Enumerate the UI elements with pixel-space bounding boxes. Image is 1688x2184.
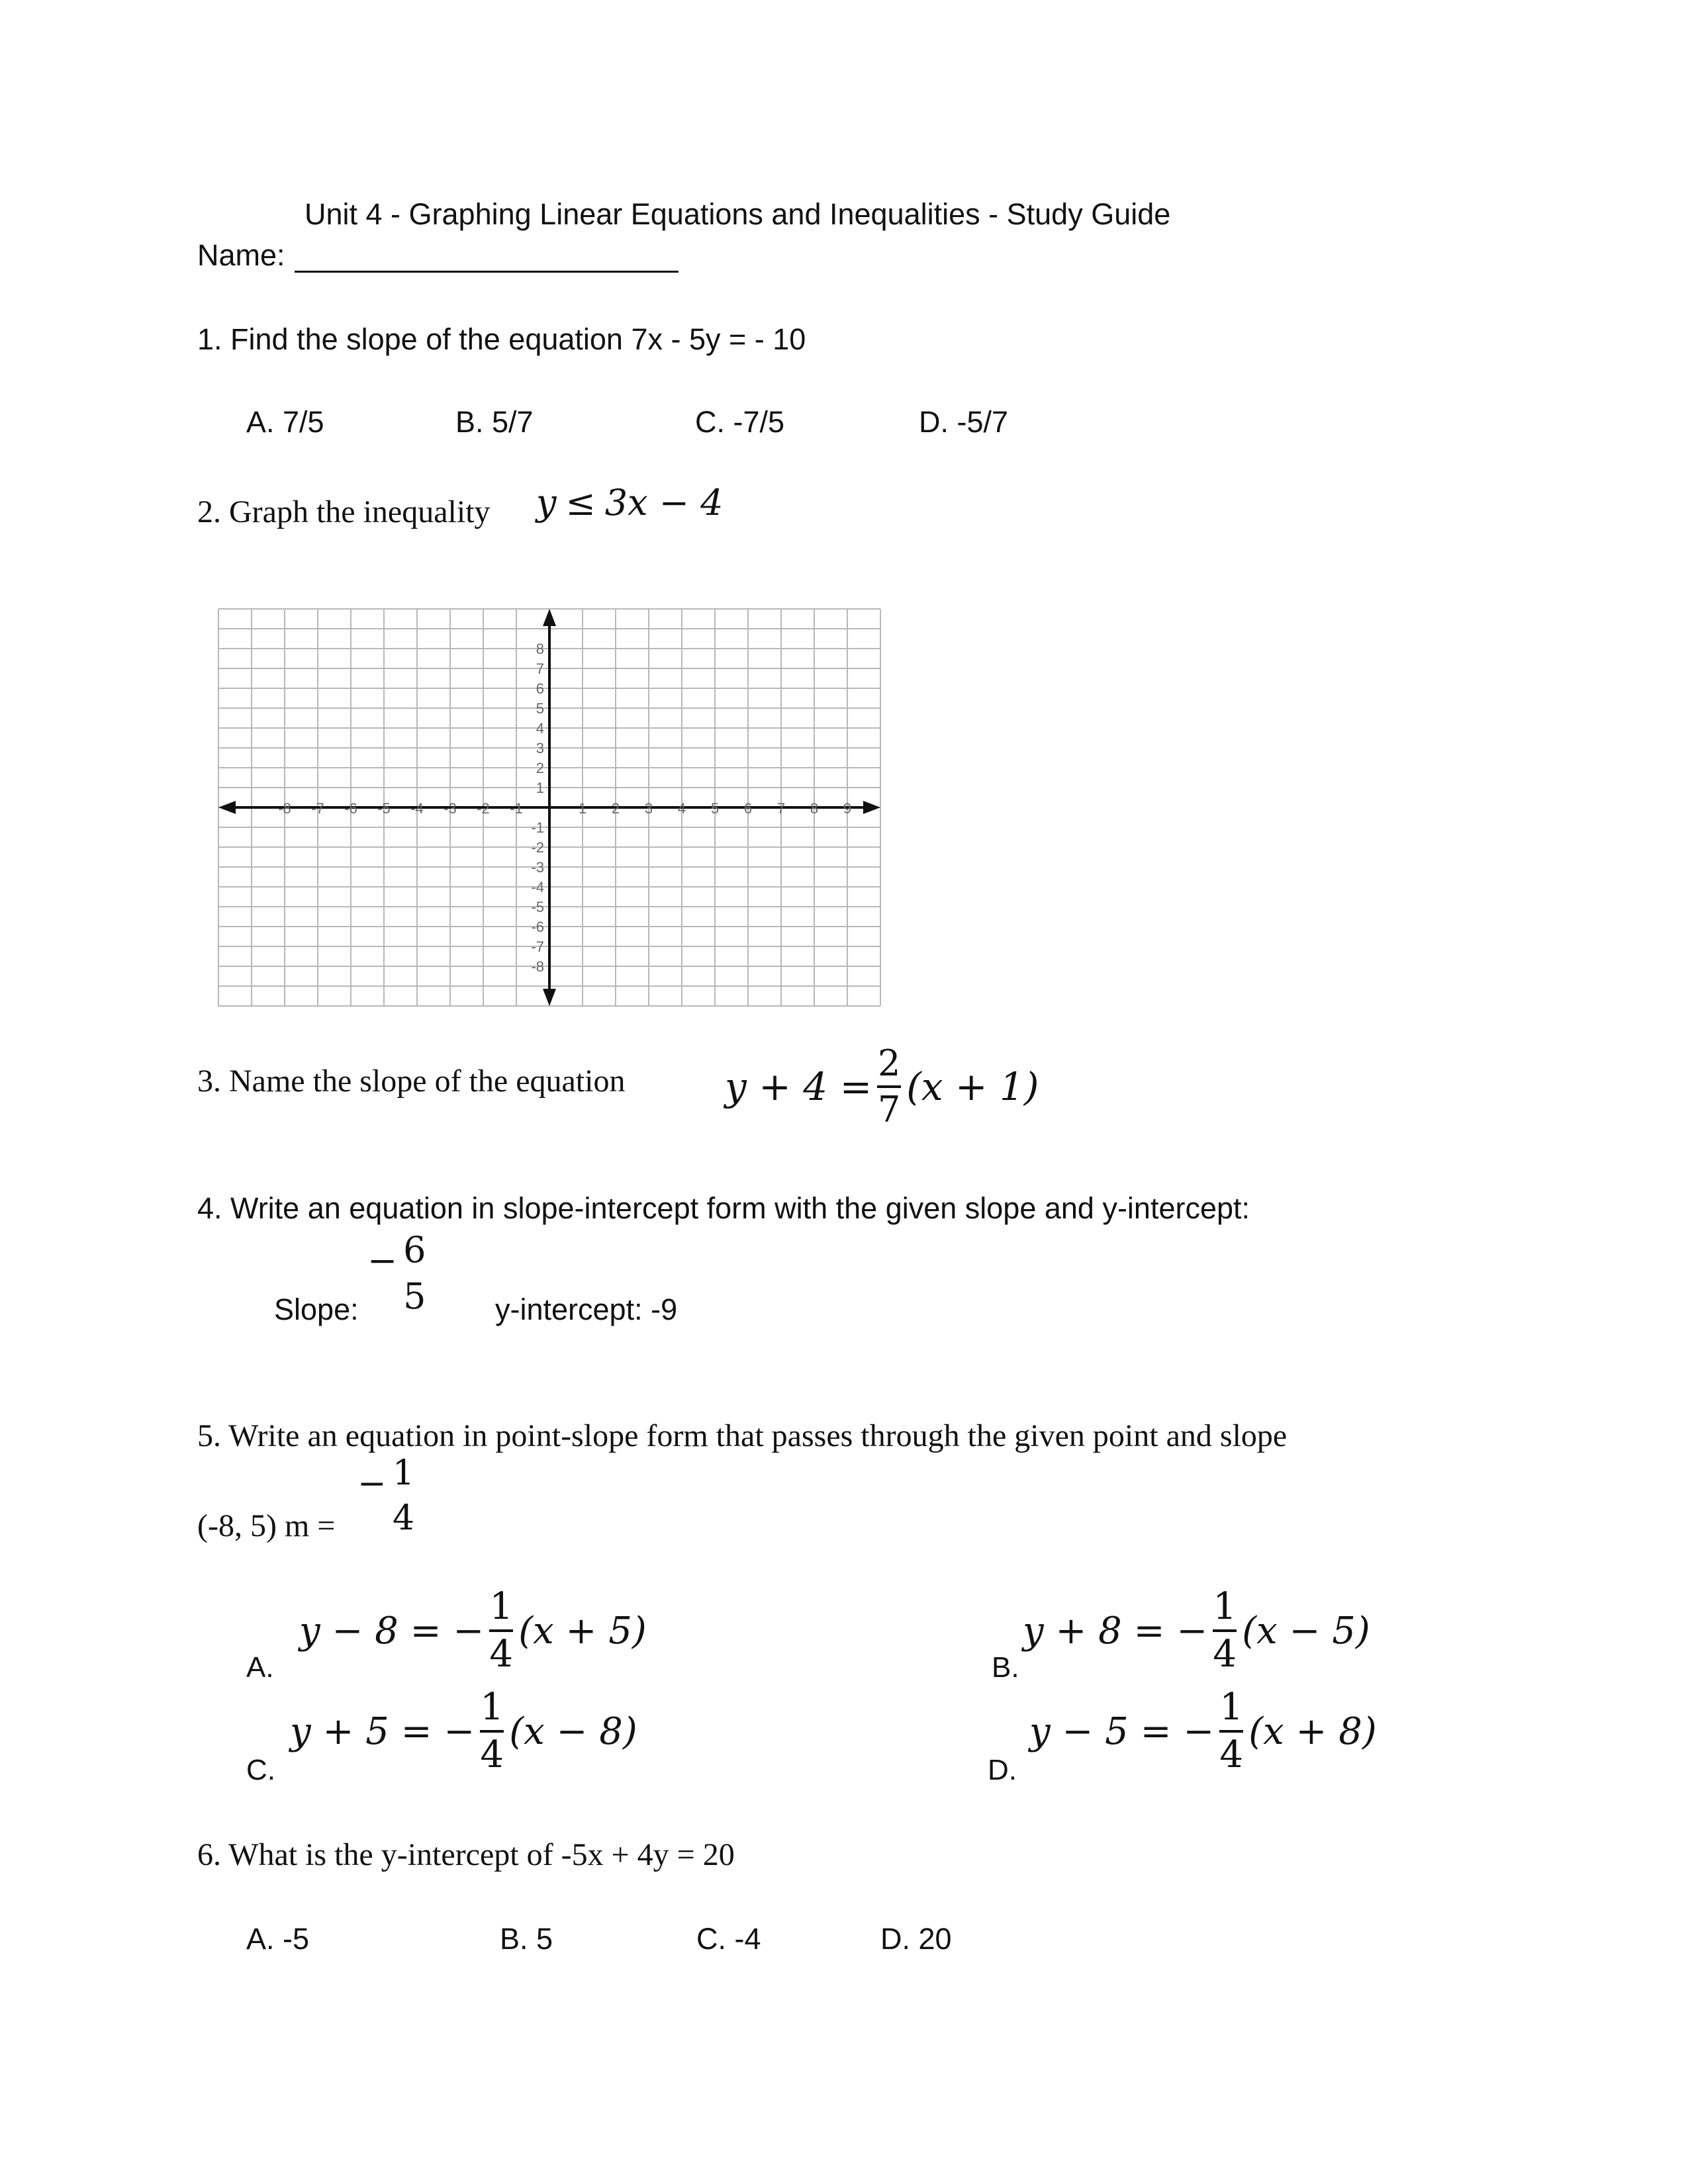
x-tick-label: 5 <box>710 800 720 817</box>
arrow-down-icon <box>543 989 556 1006</box>
inequality-y: y <box>536 482 557 523</box>
x-tick-label: 3 <box>644 800 653 817</box>
x-tick-label: -8 <box>278 800 291 817</box>
q5-c-fraction <box>480 1686 504 1776</box>
question-6-option-c[interactable]: C. -4 <box>696 1922 761 1956</box>
x-tick-label: 2 <box>611 800 620 817</box>
question-6-prompt: 6. What is the y-intercept of -5x + 4y = 20 <box>197 1837 735 1872</box>
q5-slope-value <box>357 1453 421 1538</box>
x-tick-label: -7 <box>311 800 324 817</box>
q5-option-a-equation[interactable] <box>299 1585 647 1676</box>
q5-c-rhs: (x − 8) <box>509 1709 637 1753</box>
q3-rhs: (x + 1) <box>906 1064 1039 1109</box>
q5-a-fraction <box>489 1585 514 1676</box>
q3-fraction <box>877 1042 901 1130</box>
y-tick-label: 8 <box>536 641 544 657</box>
y-tick-label: -1 <box>531 819 544 836</box>
y-tick-label: 6 <box>536 680 544 697</box>
question-6-option-a[interactable]: A. -5 <box>246 1922 310 1956</box>
question-5-prompt: 5. Write an equation in point-slope form that passes through the given point and slope <box>197 1418 1288 1453</box>
q5-b-numerator: 1 <box>1213 1585 1237 1628</box>
arrow-right-icon <box>863 801 880 814</box>
q4-slope-fraction <box>402 1229 426 1317</box>
q5-a-rhs: (x + 5) <box>518 1609 647 1653</box>
q5-option-b-equation[interactable] <box>1023 1585 1370 1676</box>
x-tick-label: -3 <box>444 800 457 817</box>
y-tick-label: -2 <box>531 839 544 856</box>
q5-c-denominator: 4 <box>480 1730 504 1774</box>
q4-slope-numerator: 6 <box>403 1229 426 1271</box>
q5-option-c-equation[interactable] <box>290 1686 637 1776</box>
x-tick-label: 8 <box>810 800 819 817</box>
question-1-prompt: 1. Find the slope of the equation 7x - 5y = - 10 <box>197 322 806 356</box>
question-2-prompt: 2. Graph the inequality <box>197 494 491 529</box>
q3-fraction-numerator: 2 <box>878 1042 901 1084</box>
y-tick-label: -6 <box>531 919 544 935</box>
q5-b-fraction <box>1213 1585 1237 1676</box>
q4-slope-denominator: 5 <box>402 1272 426 1314</box>
x-tick-label: 9 <box>843 800 852 817</box>
y-tick-label: -3 <box>531 859 544 876</box>
x-tick-label: 4 <box>677 800 686 817</box>
x-tick-label: -4 <box>410 800 424 817</box>
question-3-prompt: 3. Name the slope of the equation <box>197 1064 626 1099</box>
q5-option-a-letter[interactable]: A. <box>246 1651 274 1684</box>
arrow-up-icon <box>543 609 556 626</box>
question-1-option-c[interactable]: C. -7/5 <box>695 405 785 439</box>
q5-slope-sign: − <box>357 1464 387 1504</box>
q4-slope-sign: − <box>367 1239 398 1281</box>
q4-intercept-label: y-intercept: -9 <box>495 1293 678 1326</box>
x-tick-label: -1 <box>510 800 523 817</box>
x-tick-label: 1 <box>578 800 587 817</box>
coordinate-grid[interactable] <box>212 602 887 1013</box>
y-tick-label: -5 <box>531 899 544 915</box>
q5-option-d-letter[interactable]: D. <box>988 1754 1017 1786</box>
q4-slope-label: Slope: <box>274 1293 359 1326</box>
q3-fraction-denominator: 7 <box>877 1085 901 1128</box>
inequality-rhs: 3x − 4 <box>604 482 724 523</box>
q4-slope-value <box>367 1229 432 1317</box>
q5-b-rhs: (x − 5) <box>1242 1609 1370 1653</box>
q3-lhs: y + 4 = <box>725 1064 872 1109</box>
q5-d-lhs: y − 5 = − <box>1029 1709 1215 1753</box>
x-tick-label: 6 <box>743 800 753 817</box>
q5-c-lhs: y + 5 = − <box>290 1709 475 1753</box>
q5-option-c-letter[interactable]: C. <box>246 1754 275 1786</box>
x-tick-label: -2 <box>477 800 490 817</box>
q5-a-lhs: y − 8 = − <box>299 1609 485 1653</box>
q5-b-lhs: y + 8 = − <box>1023 1609 1208 1653</box>
q5-d-rhs: (x + 8) <box>1248 1709 1377 1753</box>
question-1-option-a[interactable]: A. 7/5 <box>246 405 324 439</box>
y-tick-label: -4 <box>531 879 544 895</box>
question-1-option-b[interactable]: B. 5/7 <box>455 405 534 439</box>
q5-d-numerator: 1 <box>1219 1686 1244 1729</box>
q5-option-b-letter[interactable]: B. <box>992 1651 1019 1684</box>
y-tick-label: -8 <box>531 958 544 975</box>
question-3-equation <box>725 1042 1039 1130</box>
name-label: Name: <box>197 238 285 272</box>
x-tick-label: -6 <box>344 800 357 817</box>
question-1-option-d[interactable]: D. -5/7 <box>919 405 1009 439</box>
q5-b-denominator: 4 <box>1213 1629 1237 1673</box>
q5-a-numerator: 1 <box>489 1585 514 1628</box>
q5-d-denominator: 4 <box>1219 1730 1243 1774</box>
y-tick-label: 2 <box>536 760 544 776</box>
question-6-option-b[interactable]: B. 5 <box>500 1922 553 1956</box>
question-6-option-d[interactable]: D. 20 <box>880 1922 952 1956</box>
y-tick-label: 3 <box>536 740 544 756</box>
name-input-line[interactable] <box>295 244 679 273</box>
y-tick-label: 7 <box>536 660 544 677</box>
arrow-left-icon <box>218 801 236 814</box>
q5-a-denominator: 4 <box>489 1629 513 1673</box>
y-tick-label: 5 <box>536 700 544 717</box>
y-tick-label: -7 <box>531 938 544 955</box>
q5-slope-numerator: 1 <box>393 1453 415 1493</box>
question-2-inequality <box>536 482 724 523</box>
y-tick-label: 1 <box>536 780 544 796</box>
question-4-prompt: 4. Write an equation in slope-intercept form with the given slope and y-intercept: <box>197 1191 1250 1225</box>
x-tick-label: -5 <box>377 800 391 817</box>
inequality-relation: ≤ <box>565 482 596 523</box>
y-tick-label: 4 <box>536 720 544 737</box>
q5-c-numerator: 1 <box>480 1686 504 1729</box>
page-title: Unit 4 - Graphing Linear Equations and Inequalities - Study Guide <box>305 197 1171 231</box>
q5-point-and-slope-label: (-8, 5) m = <box>197 1508 336 1543</box>
name-field-row <box>197 238 679 273</box>
q5-slope-denominator: 4 <box>392 1494 416 1535</box>
x-tick-label: 7 <box>776 800 786 817</box>
q5-slope-fraction <box>392 1453 416 1538</box>
q5-d-fraction <box>1219 1686 1244 1776</box>
q5-option-d-equation[interactable] <box>1029 1686 1377 1776</box>
